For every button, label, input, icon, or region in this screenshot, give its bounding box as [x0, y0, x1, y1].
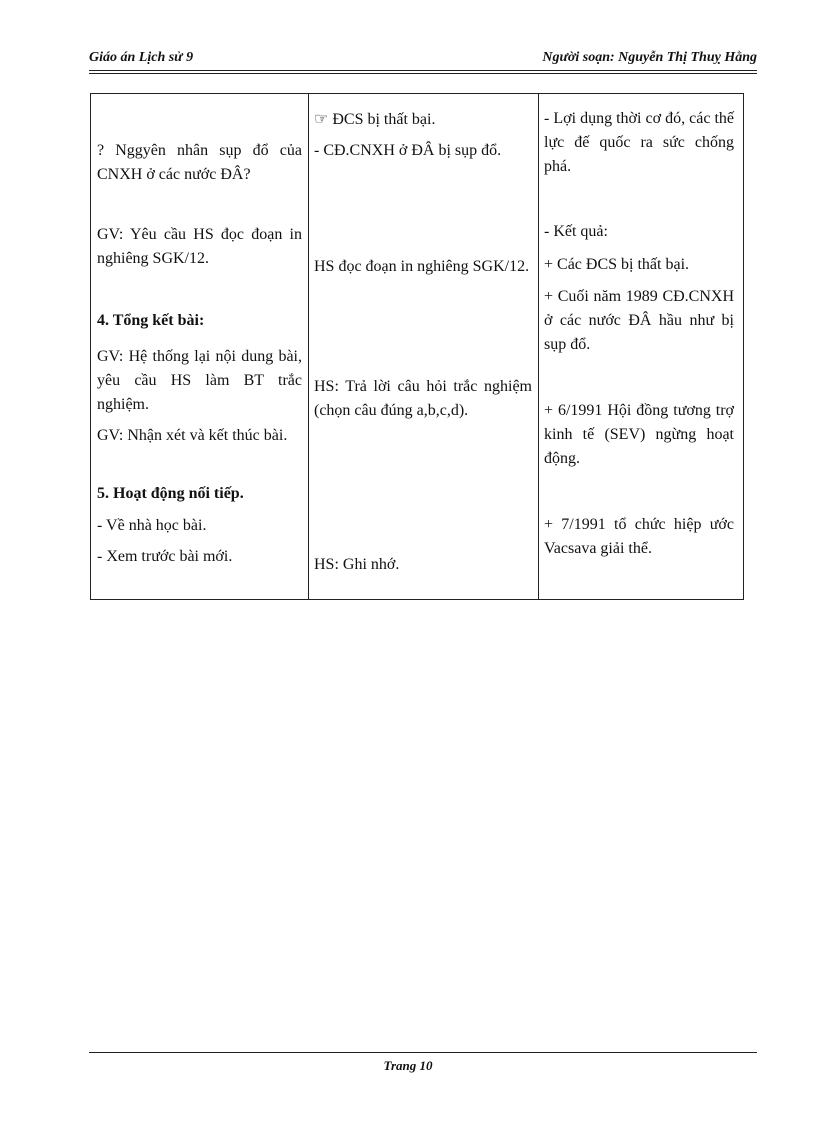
lesson-table	[90, 93, 744, 600]
content-result-sev: + 6/1991 Hội đồng tương trợ kinh tế (SEV) ngừng hoạt động.	[544, 402, 734, 467]
note-party-failure: ☞ ĐCS bị thất bại.	[314, 111, 436, 128]
section-summary-heading: 4. Tổng kết bài:	[97, 312, 205, 329]
student-activity-column	[308, 94, 539, 599]
student-answer-quiz: HS: Trả lời câu hỏi trắc nghiệm (chọn câu đúng a,b,c,d).	[314, 378, 532, 419]
header-lesson-title: Giáo án Lịch sử 9	[89, 50, 194, 65]
footer-divider	[89, 1052, 757, 1053]
page-number: Trang 10	[383, 1058, 433, 1073]
page-header	[89, 50, 757, 70]
header-divider-secondary	[89, 73, 757, 74]
section-followup-heading: 5. Hoạt động nối tiếp.	[97, 485, 244, 502]
question-cause-collapse: ? Nggyên nhân sụp đổ của CNXH ở các nước ĐÂ?	[97, 142, 302, 183]
content-opportunity: - Lợi dụng thời cơ đó, các thế lực đế quốc ra sức chống phá.	[544, 110, 734, 175]
instruction-review: GV: Hệ thống lại nội dung bài, yêu cầu HS làm BT trắc nghiệm.	[97, 348, 302, 413]
content-results-label: - Kết quả:	[544, 223, 608, 240]
teacher-activity-column	[91, 94, 309, 599]
header-divider	[89, 70, 757, 71]
student-memorize: HS: Ghi nhớ.	[314, 556, 400, 573]
preview-item: - Xem trước bài mới.	[97, 548, 233, 565]
note-regime-collapse: - CĐ.CNXH ở ĐÂ bị sụp đổ.	[314, 142, 502, 159]
content-result-party: + Các ĐCS bị thất bại.	[544, 256, 690, 273]
header-author: Người soạn: Nguyễn Thị Thuỵ Hằng	[542, 50, 757, 65]
content-column	[538, 94, 743, 599]
homework-item: - Về nhà học bài.	[97, 517, 207, 534]
content-result-1989: + Cuối năm 1989 CĐ.CNXH ở các nước ĐÂ hầu như bị sụp đổ.	[544, 288, 734, 353]
content-result-warsaw: + 7/1991 tổ chức hiệp ước Vacsava giải thể.	[544, 516, 734, 557]
instruction-conclude: GV: Nhận xét và kết thúc bài.	[97, 427, 288, 444]
instruction-read-sgk: GV: Yêu cầu HS đọc đoạn in nghiêng SGK/12.	[97, 226, 302, 267]
student-read-sgk: HS đọc đoạn in nghiêng SGK/12.	[314, 258, 530, 275]
